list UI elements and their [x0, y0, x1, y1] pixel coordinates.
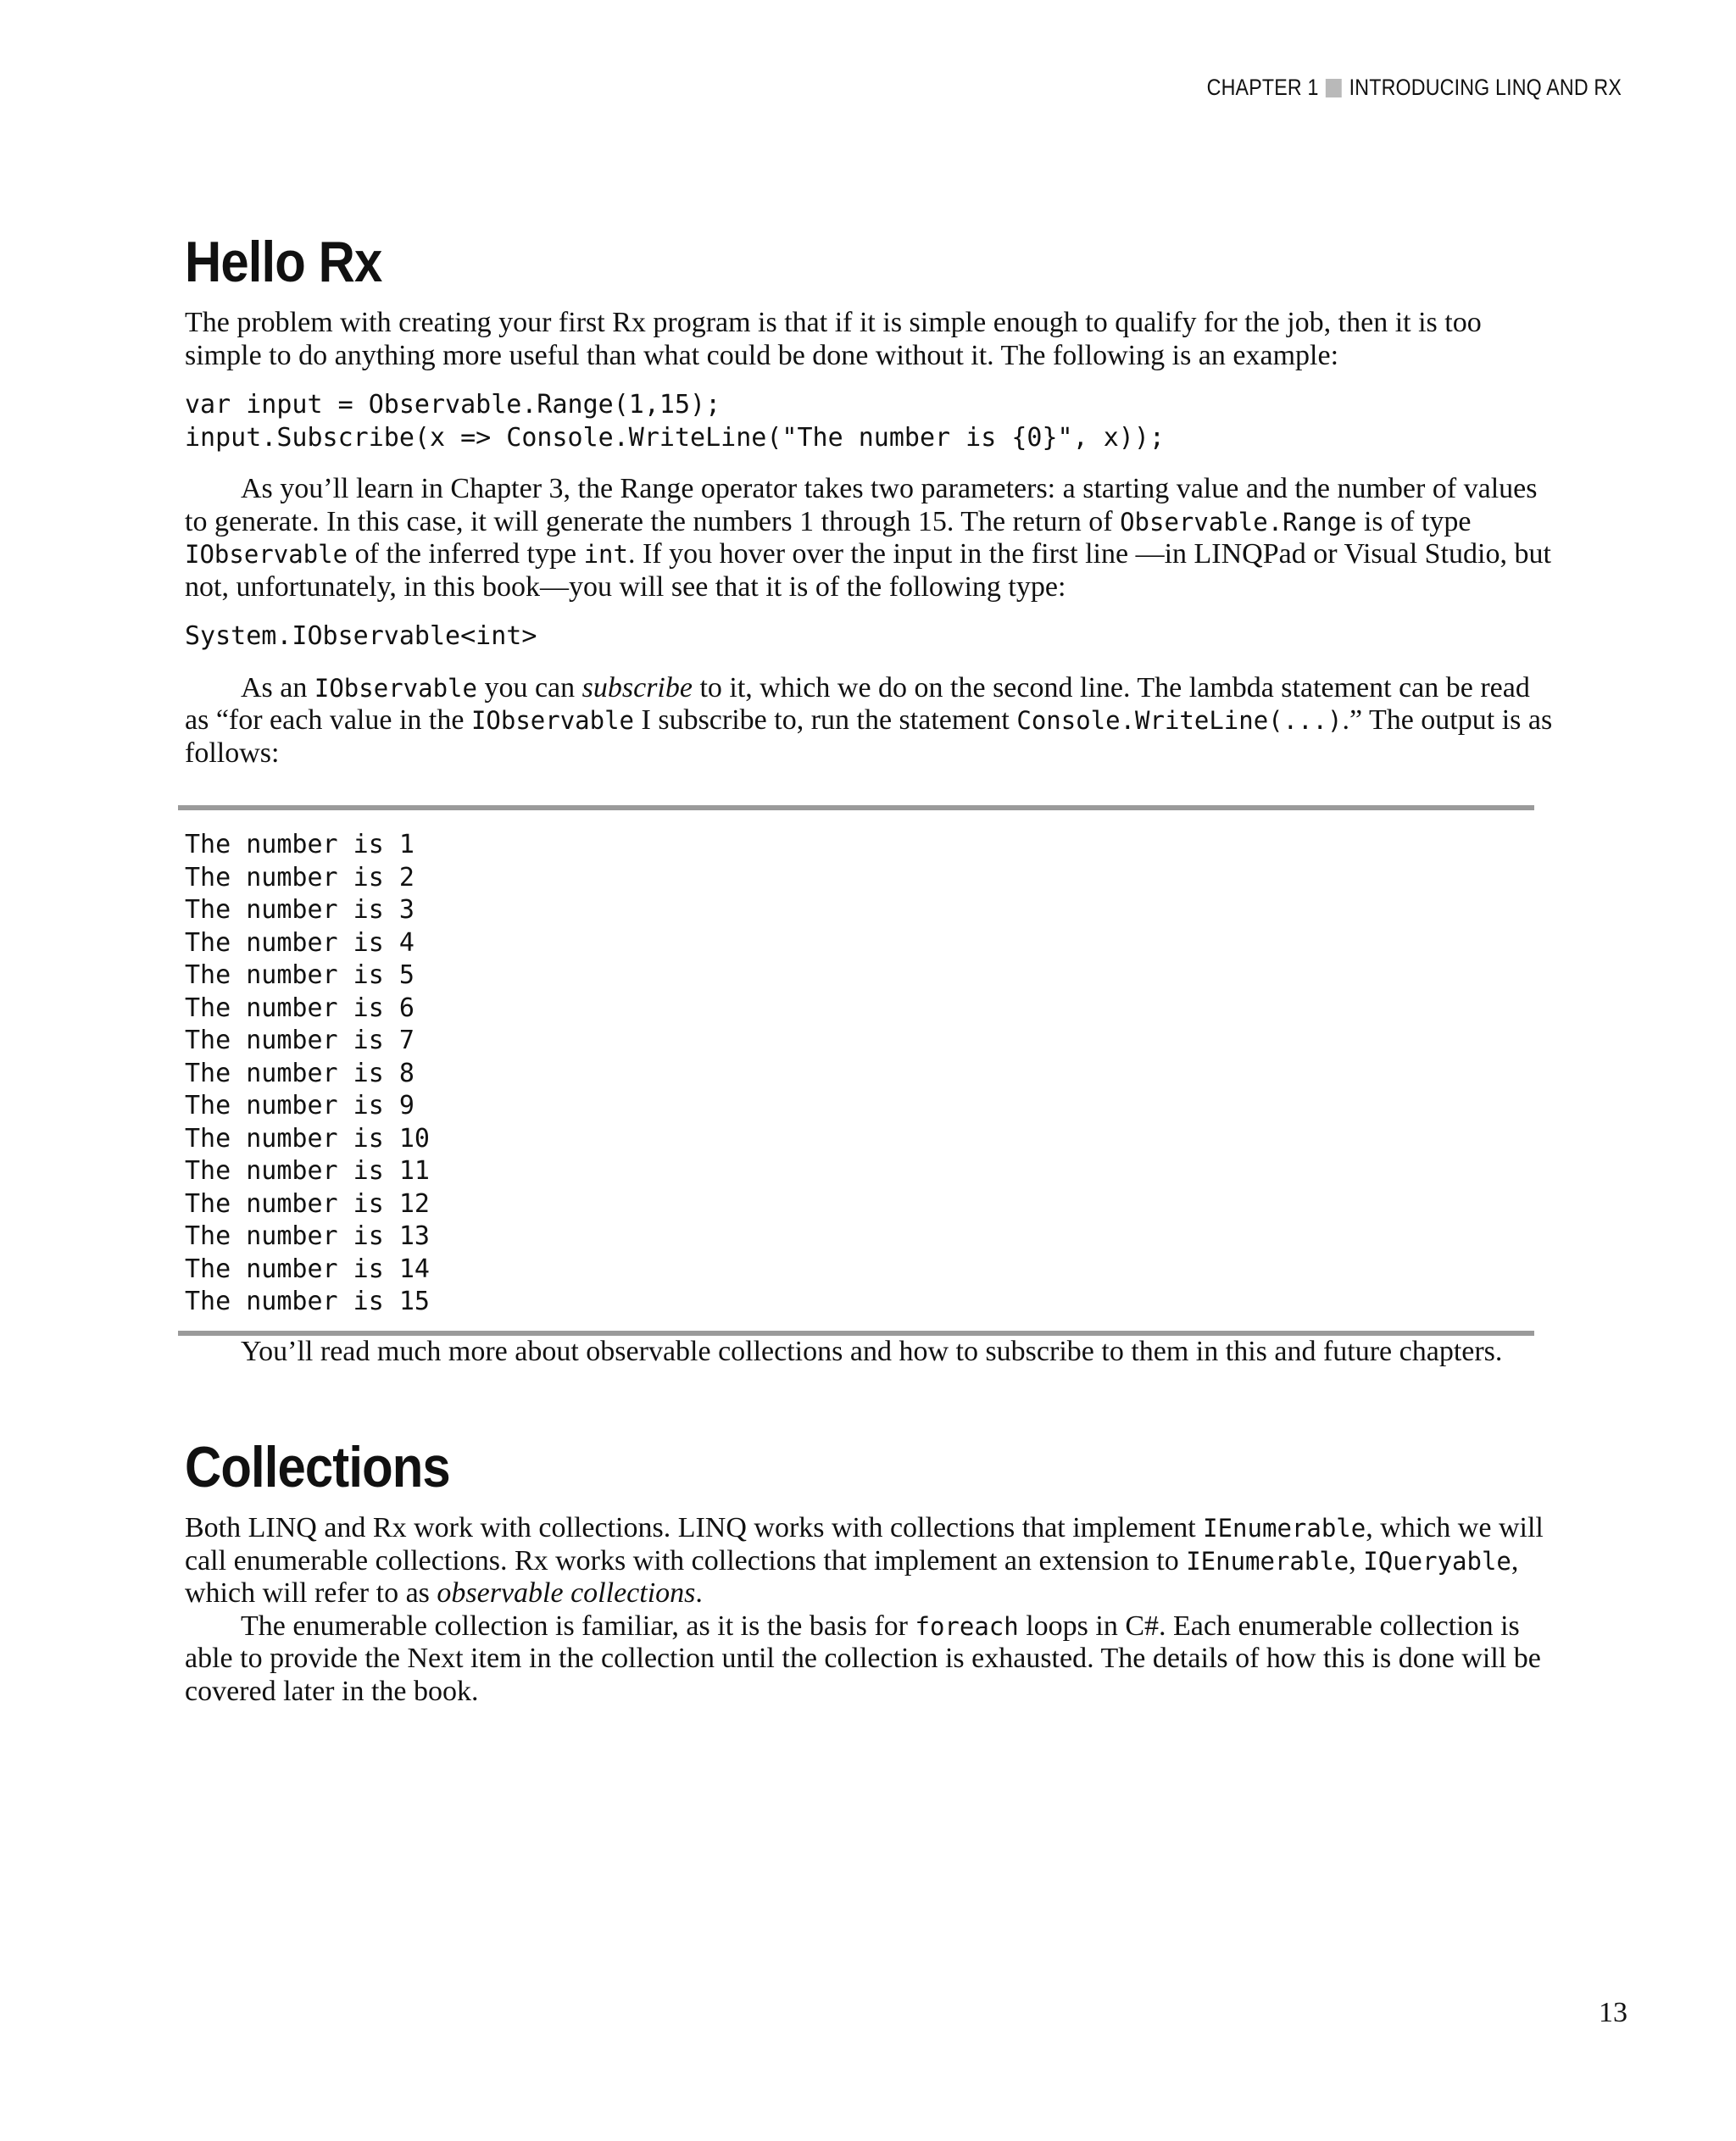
- inline-code: foreach: [915, 1611, 1019, 1641]
- output-line: The number is 13: [185, 1221, 430, 1251]
- text-run: As you’ll learn in Chapter 3, the Range operator takes two parameters: a starting value and the number of values to generate. In this case, it will generate the numbers 1 through 15. The return of: [185, 473, 1538, 537]
- text-run: ,: [1349, 1544, 1364, 1577]
- text-run: you can: [476, 671, 582, 703]
- section-heading-hello-rx: Hello Rx: [185, 230, 382, 294]
- emphasis-text: observable collections: [437, 1577, 696, 1609]
- output-line: The number is 3: [185, 895, 415, 925]
- inline-code: int: [583, 540, 628, 569]
- section-heading-collections: Collections: [185, 1435, 450, 1499]
- inline-code: Observable.Range: [1120, 507, 1357, 537]
- text-run: is of type: [1356, 505, 1472, 537]
- inline-code: IObservable: [185, 540, 348, 569]
- paragraph-enumerable: [185, 1610, 1558, 1709]
- output-line: The number is 2: [185, 862, 415, 893]
- paragraph-range-explanation: [185, 473, 1558, 603]
- text-run: As an: [241, 671, 314, 703]
- text-run: Both LINQ and Rx work with collections. LINQ works with collections that implement: [185, 1512, 1204, 1543]
- output-line: The number is 4: [185, 927, 415, 958]
- output-line: The number is 14: [185, 1254, 430, 1284]
- inline-code: Console.WriteLine(...): [1016, 706, 1343, 735]
- inline-code: IEnumerable: [1186, 1546, 1349, 1576]
- paragraph-subscribe: [185, 672, 1558, 770]
- text-run: . If you hover over the input in the first line —in LINQPad or Visual Studio, but not, unfortunately, in this book—you will see that it is of the following type:: [185, 538, 1551, 603]
- paragraph-after-output: You’ll read much more about observable collections and how to subscribe to them in this and future chapters.: [241, 1335, 1503, 1367]
- text-run: .” The output is as follows:: [185, 704, 1553, 769]
- section-collections: [185, 1434, 1558, 1708]
- output-line: The number is 5: [185, 960, 415, 990]
- output-line: The number is 10: [185, 1123, 430, 1154]
- inline-code: IQueryable: [1363, 1546, 1511, 1576]
- running-header: [1207, 75, 1622, 101]
- header-separator-square-icon: [1326, 79, 1342, 97]
- inline-code: IEnumerable: [1203, 1514, 1366, 1543]
- chapter-title: INTRODUCING LINQ AND RX: [1349, 75, 1622, 100]
- output-line: The number is 9: [185, 1091, 415, 1121]
- text-run: , which will refer to as: [185, 1544, 1519, 1609]
- text-run: of the inferred type: [348, 538, 584, 570]
- text-run: .: [695, 1577, 703, 1609]
- emphasis-text: subscribe: [581, 671, 693, 703]
- code-listing-range: var input = Observable.Range(1,15); input.Subscribe(x => Console.WriteLine("The number is {0}", x));: [185, 390, 1165, 453]
- output-line: The number is 8: [185, 1058, 415, 1088]
- output-line: The number is 12: [185, 1188, 430, 1219]
- inline-code: IObservable: [314, 673, 477, 703]
- chapter-label: CHAPTER 1: [1206, 75, 1319, 100]
- output-line: The number is 15: [185, 1287, 430, 1316]
- text-run: , which we will call enumerable collections. Rx works with collections that implement an extension to: [185, 1512, 1544, 1577]
- code-listing-type: System.IObservable<int>: [185, 621, 537, 651]
- paragraph-intro: The problem with creating your first Rx program is that if it is simple enough to qualify for the job, then it is too simple to do anything more useful than what could be done without it. The following is an example:: [185, 307, 1482, 371]
- output-listing-box: [178, 805, 1534, 1336]
- text-run: loops in C#. Each enumerable collection is able to provide the Next item in the collection until the collection is exhausted. The details of how this is done will be covered later in the book.: [185, 1610, 1541, 1707]
- output-listing: [185, 829, 1534, 1319]
- output-line: The number is 11: [185, 1156, 430, 1186]
- output-line: The number is 6: [185, 993, 415, 1023]
- paragraph-collections-intro: [185, 1512, 1558, 1610]
- text-run: to it, which we do on the second line. The lambda statement can be read as “for each value in the: [185, 671, 1530, 736]
- text-run: The enumerable collection is familiar, as it is the basis for: [241, 1610, 915, 1642]
- text-run: I subscribe to, run the statement: [634, 704, 1017, 736]
- inline-code: IObservable: [470, 706, 635, 735]
- output-line: The number is 1: [185, 830, 415, 859]
- output-line: The number is 7: [185, 1026, 415, 1055]
- page-content: [185, 229, 1558, 1708]
- page-number: 13: [1599, 1997, 1628, 2028]
